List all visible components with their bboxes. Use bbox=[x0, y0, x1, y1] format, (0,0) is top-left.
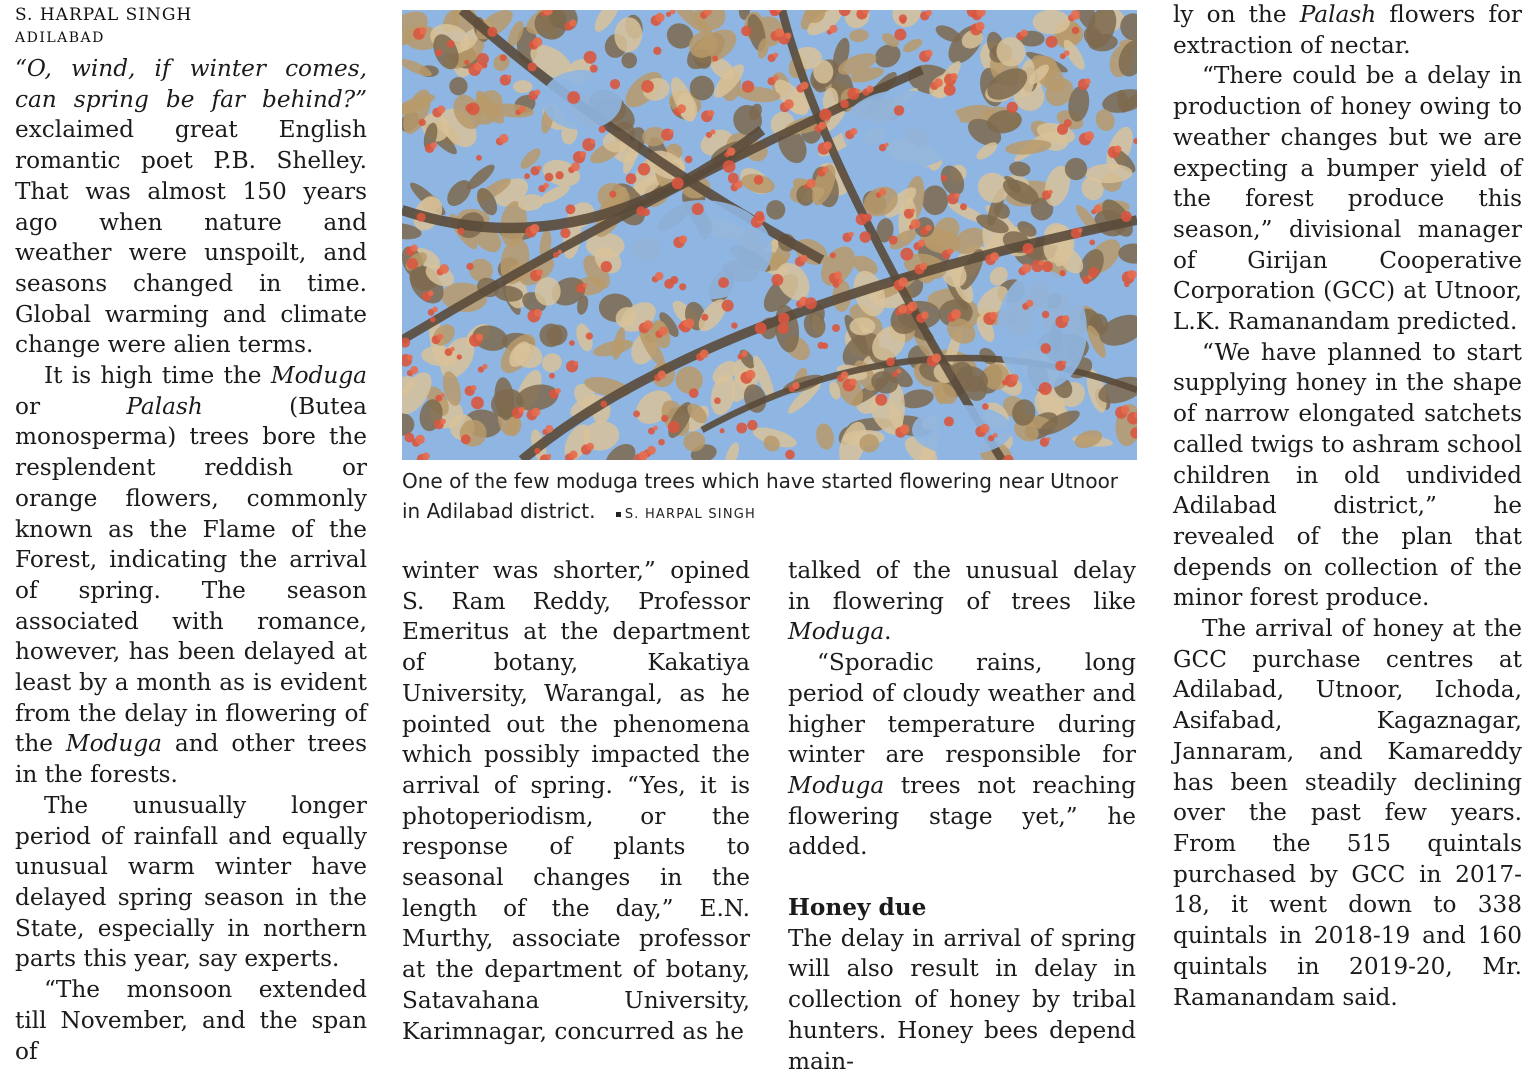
paragraph bbox=[788, 648, 1136, 863]
paragraph-text: ly on the bbox=[1173, 1, 1300, 28]
paragraph-text: flowers for extraction of nectar. bbox=[1173, 1, 1522, 59]
paragraph-text: . bbox=[884, 618, 891, 645]
paragraph bbox=[1173, 0, 1522, 61]
paragraph bbox=[15, 54, 367, 361]
article-column-1 bbox=[15, 0, 367, 1067]
paragraph-text: It is high time the bbox=[44, 362, 271, 389]
paragraph-text: trees not reaching flowering stage yet,” he added. bbox=[788, 772, 1136, 860]
paragraph: The delay in arrival of spring will also result in delay in collection of honey by tribal hunters. Honey bees depend main- bbox=[788, 924, 1136, 1077]
italic-term: Moduga bbox=[271, 362, 367, 389]
paragraph-text: talked of the unusual delay in flowering of trees like bbox=[788, 557, 1136, 615]
italic-term: Moduga bbox=[66, 730, 162, 757]
paragraph-text: (Butea monosperma) trees bore the resplendent reddish or orange flowers, commonly known as the Flame of the Forest, indicating the arrival of spring. The season associated with romance, however, has been delayed at least by a month as is evident from the delay in flowering of the bbox=[15, 393, 367, 758]
article-column-3 bbox=[788, 556, 1136, 1077]
credit-bullet bbox=[616, 512, 621, 517]
photo-credit bbox=[616, 507, 756, 522]
photo-credit-text: S. HARPAL SINGH bbox=[625, 507, 756, 522]
byline: S. HARPAL SINGH bbox=[15, 4, 367, 26]
italic-term: Moduga bbox=[788, 618, 884, 645]
photo-caption bbox=[402, 466, 1137, 530]
paragraph: “There could be a delay in production of honey owing to weather changes but we are expecting a bumper yield of the forest produce this season,” divisional manager of Girijan Cooperative Corporation (GCC) at Utnoor, L.K. Ramanandam predicted. bbox=[1173, 61, 1522, 337]
dateline: ADILABAD bbox=[15, 26, 367, 50]
paragraph: “We have planned to start supplying honey in the shape of narrow elongated satchets called twigs to ashram school children in old undivided Adilabad district,” he revealed of the plan that depends on collection of the minor forest produce. bbox=[1173, 338, 1522, 614]
paragraph-text: exclaimed great English romantic poet P.B. Shelley. That was almost 150 years ago when nature and weather were unspoilt, and seasons changed in time. Global warming and climate change were alien terms. bbox=[15, 116, 367, 358]
italic-term: Palash bbox=[1300, 1, 1376, 28]
caption-text: One of the few moduga trees which have started flowering near Utnoor in Adilabad district. bbox=[402, 469, 1118, 523]
italic-term: Moduga bbox=[788, 772, 884, 799]
flowering-tree-image bbox=[402, 10, 1137, 460]
paragraph bbox=[788, 556, 1136, 648]
article-column-2 bbox=[402, 556, 750, 1047]
paragraph: winter was shorter,” opined S. Ram Reddy, Professor Emeritus at the department of botany, Kakatiya University, Warangal, as he pointed out the phenomena which possibly impacted the arrival of spring. “Yes, it is photoperiodism, or the response of plants to seasonal changes in the length of the day,” E.N. Murthy, associate professor at the department of botany, Satavahana University, Karimnagar, concurred as he bbox=[402, 556, 750, 1047]
paragraph-text: and other trees in the forests. bbox=[15, 730, 367, 788]
subheading: Honey due bbox=[788, 893, 1136, 924]
article-photo bbox=[402, 10, 1137, 460]
italic-term: Palash bbox=[126, 393, 202, 420]
paragraph bbox=[15, 361, 367, 791]
paragraph: “The monsoon extended till November, and the span of bbox=[15, 975, 367, 1067]
paragraph: The arrival of honey at the GCC purchase centres at Adilabad, Utnoor, Ichoda, Asifabad, Kagaznagar, Jannaram, and Kamareddy has been steadily declining over the past few years. From the 515 quintals purchased by GCC in 2017-18, it went down to 338 quintals in 2018-19 and 160 quintals in 2019-20, Mr. Ramanandam said. bbox=[1173, 614, 1522, 1013]
paragraph-text: or bbox=[15, 393, 126, 420]
paragraph-text: “Sporadic rains, long period of cloudy weather and higher temperature during winter are responsible for bbox=[788, 649, 1136, 768]
paragraph: The unusually longer period of rainfall and equally unusual warm winter have delayed spring season in the State, especially in northern parts this year, say experts. bbox=[15, 791, 367, 975]
shelley-quote: “O, wind, if winter comes, can spring be far behind?” bbox=[15, 55, 367, 113]
article-column-4 bbox=[1173, 0, 1522, 1013]
